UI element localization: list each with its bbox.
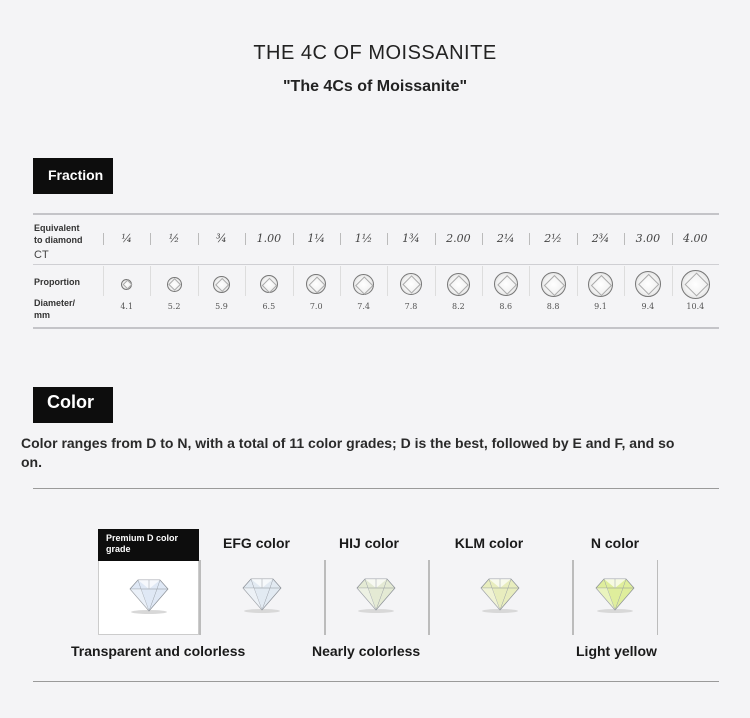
diamond-size-icon xyxy=(213,276,230,293)
diameter-label-line2: mm xyxy=(34,310,51,320)
diameter-value: 7.4 xyxy=(357,302,370,311)
ct-value: 1.00 xyxy=(256,232,282,245)
diameter-value: 9.4 xyxy=(641,302,655,311)
diameter-value: 5.9 xyxy=(215,302,228,311)
ct-value: 2¾ xyxy=(591,232,610,245)
page-title: THE 4C OF MOISSANITE xyxy=(253,42,497,64)
fraction-bottom-rule xyxy=(33,327,719,329)
ct-label: CT xyxy=(34,249,49,261)
grade-label-klm: KLM color xyxy=(454,535,524,551)
page-subtitle: "The 4Cs of Moissanite" xyxy=(282,78,468,95)
premium-diamond-icon xyxy=(122,575,176,615)
column-divider xyxy=(293,266,294,296)
column-divider xyxy=(198,266,199,296)
efg-diamond-icon xyxy=(235,574,289,614)
fraction-column xyxy=(435,228,482,318)
equivalent-label xyxy=(34,222,83,246)
grade-card-hij xyxy=(324,560,428,635)
card-divider xyxy=(199,560,201,635)
fraction-column xyxy=(245,228,292,318)
column-divider xyxy=(529,266,530,296)
diameter-value: 6.5 xyxy=(262,302,276,311)
fraction-column xyxy=(387,228,434,318)
klm-diamond-icon xyxy=(473,574,527,614)
column-divider xyxy=(624,266,625,296)
diamond-size-icon xyxy=(121,279,132,290)
color-bottom-rule xyxy=(33,681,719,682)
column-divider xyxy=(577,266,578,296)
proportion-label: Proportion xyxy=(34,277,80,287)
diamond-size-icon xyxy=(494,272,518,296)
diameter-value: 8.2 xyxy=(452,302,465,311)
card-divider xyxy=(428,560,430,635)
fraction-column xyxy=(150,228,197,318)
column-divider xyxy=(340,266,341,296)
column-divider xyxy=(672,266,673,296)
diameter-value: 4.1 xyxy=(120,302,134,311)
n-diamond-icon xyxy=(588,574,642,614)
diamond-size-icon xyxy=(447,273,470,296)
diamond-size-icon xyxy=(400,273,422,295)
column-divider xyxy=(150,266,151,296)
diameter-value: 8.8 xyxy=(546,302,560,311)
fraction-column xyxy=(103,228,150,318)
ct-value: ¼ xyxy=(121,232,133,245)
ct-value: 2.00 xyxy=(446,232,471,245)
fraction-column xyxy=(577,228,624,318)
fraction-column xyxy=(198,228,245,318)
ct-value: 3.00 xyxy=(635,232,661,245)
column-divider xyxy=(482,266,483,296)
grade-label-hij: HIJ color xyxy=(339,535,399,551)
fraction-column xyxy=(624,228,671,318)
diameter-value: 9.1 xyxy=(594,302,607,311)
grade-label-n: N color xyxy=(590,535,640,551)
ct-value: 2½ xyxy=(544,232,562,245)
equivalent-label-line2: to diamond xyxy=(34,235,83,245)
diamond-size-icon xyxy=(588,272,613,297)
category-nearly-colorless: Nearly colorless xyxy=(312,643,421,659)
grade-label-efg: EFG color xyxy=(223,535,290,551)
diamond-size-icon xyxy=(635,271,661,297)
ct-value: 4.00 xyxy=(683,232,708,245)
diameter-value: 7.0 xyxy=(309,302,323,311)
column-divider xyxy=(245,266,246,296)
color-description: Color ranges from D to N, with a total of 11 color grades; D is the best, followed by E and F, and so on. xyxy=(21,435,675,470)
category-colorless: Transparent and colorless xyxy=(71,643,246,659)
diamond-size-icon xyxy=(681,270,710,299)
ct-value: ½ xyxy=(168,232,180,245)
grade-card-efg xyxy=(199,560,324,635)
diamond-size-icon xyxy=(167,277,182,292)
category-light-yellow: Light yellow xyxy=(576,643,657,659)
fraction-column xyxy=(293,228,340,318)
diamond-size-icon xyxy=(260,275,278,293)
diameter-value: 10.4 xyxy=(686,302,705,311)
fraction-columns xyxy=(103,228,719,318)
fraction-column xyxy=(340,228,387,318)
diameter-value: 5.2 xyxy=(167,302,181,311)
card-divider xyxy=(572,560,574,635)
diameter-label-line1: Diameter/ xyxy=(34,298,76,308)
card-divider xyxy=(657,560,659,635)
ct-value: 2¼ xyxy=(496,232,515,245)
fraction-column xyxy=(529,228,576,318)
fraction-tag: Fraction xyxy=(33,158,113,194)
color-tag: Color xyxy=(33,387,113,423)
column-divider xyxy=(103,266,104,296)
premium-card xyxy=(98,560,199,635)
color-top-rule xyxy=(33,488,719,489)
fraction-top-rule xyxy=(33,213,719,215)
column-divider xyxy=(435,266,436,296)
grade-card-n xyxy=(572,560,658,635)
diameter-value: 8.6 xyxy=(499,302,513,311)
ct-value: 1½ xyxy=(354,232,373,245)
ct-value: 1¼ xyxy=(307,232,326,245)
hij-diamond-icon xyxy=(349,574,403,614)
diamond-size-icon xyxy=(541,272,566,297)
equivalent-label-line1: Equivalent xyxy=(34,223,80,233)
fraction-column xyxy=(672,228,719,318)
diameter-label xyxy=(34,297,75,321)
ct-value: 1¾ xyxy=(402,232,420,245)
card-divider xyxy=(324,560,326,635)
diameter-value: 7.8 xyxy=(404,302,418,311)
column-divider xyxy=(387,266,388,296)
diamond-size-icon xyxy=(353,274,374,295)
diamond-size-icon xyxy=(306,274,326,294)
grade-card-klm xyxy=(428,560,572,635)
ct-value: ¾ xyxy=(216,232,227,245)
fraction-column xyxy=(482,228,529,318)
premium-label: Premium D color grade xyxy=(98,529,199,561)
